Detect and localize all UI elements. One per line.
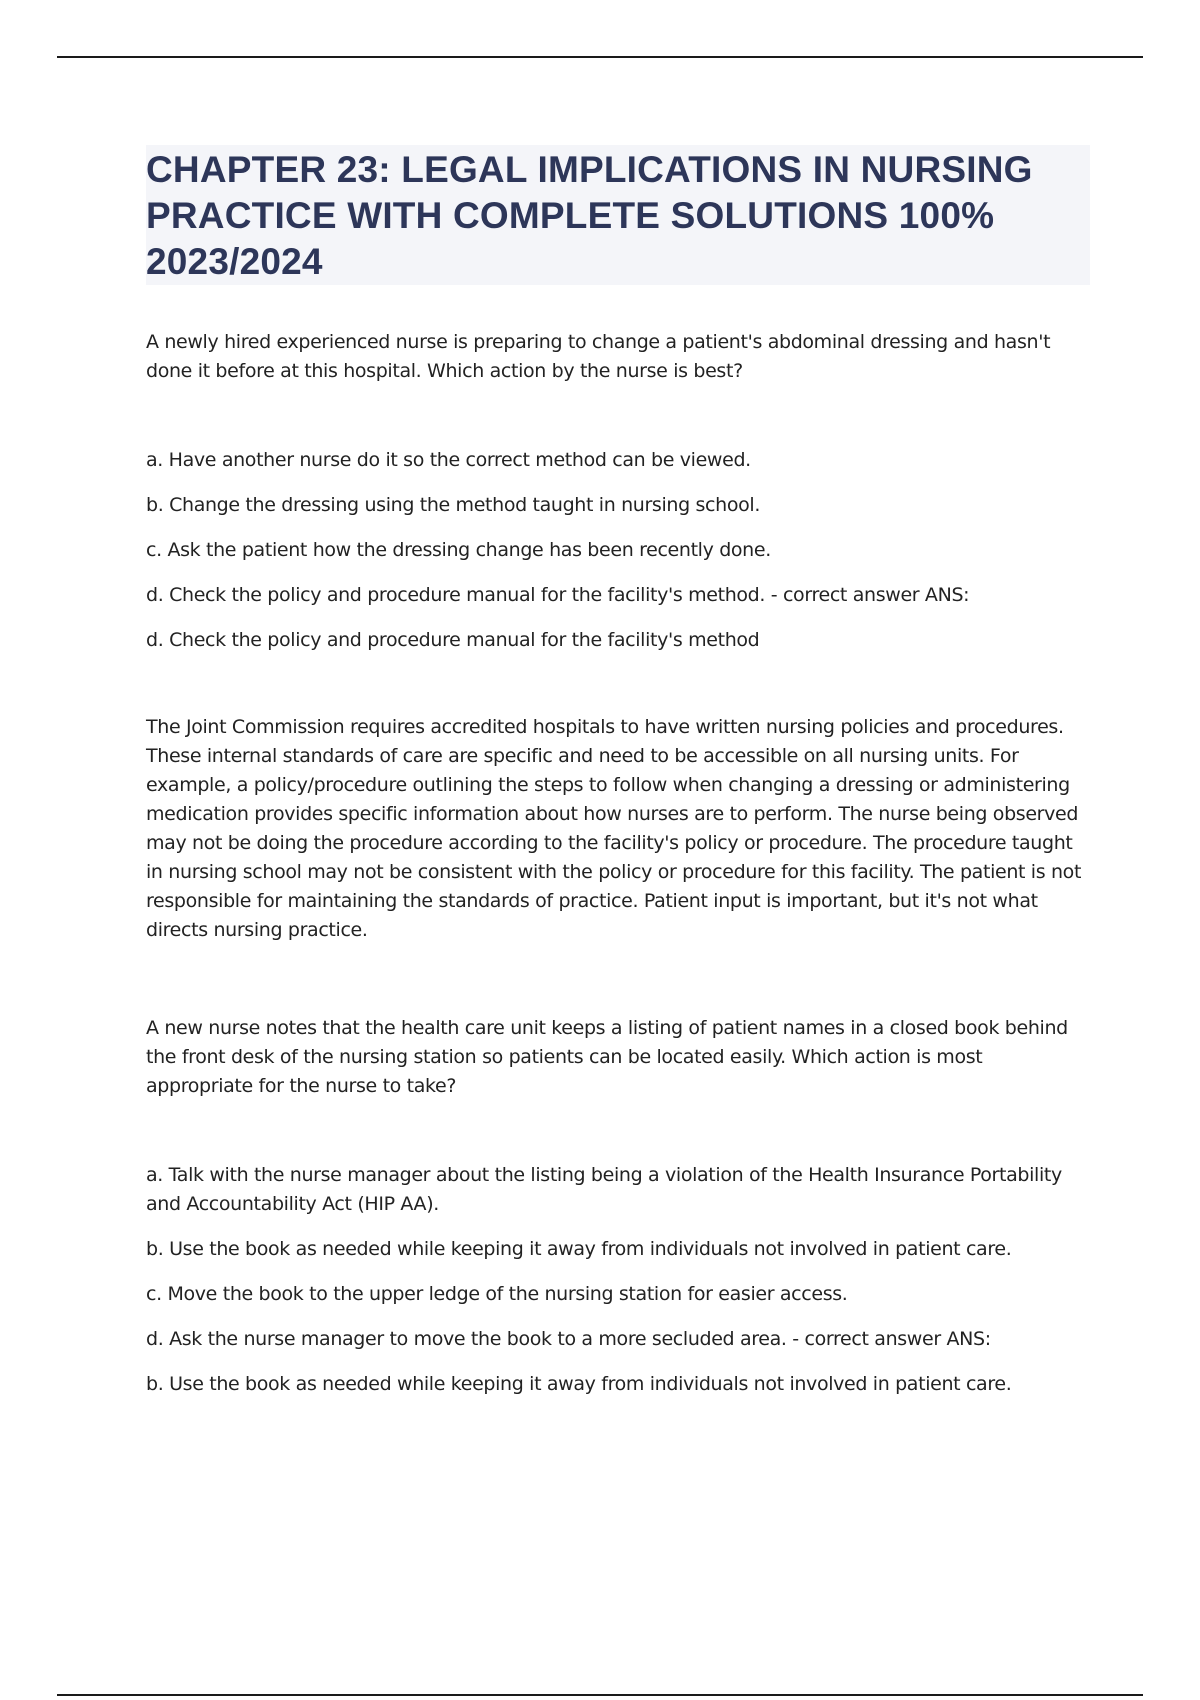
- document-body: [146, 145, 1090, 1415]
- question-1-option-b: b. Change the dressing using the method taught in nursing school.: [146, 494, 761, 516]
- title-banner: [146, 145, 1090, 285]
- question-1-stem: A newly hired experienced nurse is preparing to change a patient's abdominal dressing and hasn't done it before at this hospital. Which action by the nurse is best?: [146, 331, 1051, 382]
- question-2-option-d: d. Ask the nurse manager to move the book to a more secluded area. - correct answer ANS:: [146, 1328, 991, 1350]
- question-2-option-c: c. Move the book to the upper ledge of the nursing station for easier access.: [146, 1283, 848, 1305]
- question-2-options: [146, 1161, 1090, 1399]
- question-1-explanation: The Joint Commission requires accredited hospitals to have written nursing policies and procedures. These internal standards of care are specific and need to be accessible on all nursing units. For example, a policy/procedure outlining the steps to follow when changing a dressing or administering medication provides specific information about how nurses are to perform. The nurse being observed may not be doing the procedure according to the facility's policy or procedure. The procedure taught in nursing school may not be consistent with the policy or procedure for this facility. The patient is not responsible for maintaining the standards of practice. Patient input is important, but it's not what directs nursing practice.: [146, 716, 1082, 941]
- top-rule: [57, 56, 1143, 58]
- question-1-option-c: c. Ask the patient how the dressing change has been recently done.: [146, 539, 771, 561]
- question-2-option-a: a. Talk with the nurse manager about the listing being a violation of the Health Insurance Portability and Accountability Act (HIP AA).: [146, 1164, 1062, 1215]
- question-1-option-a: a. Have another nurse do it so the correct method can be viewed.: [146, 449, 751, 471]
- question-2-stem: A new nurse notes that the health care unit keeps a listing of patient names in a closed book behind the front desk of the nursing station so patients can be located easily. Which action is most appropriate for the nurse to take?: [146, 1017, 1068, 1097]
- bottom-rule: [57, 1694, 1143, 1696]
- question-1-options: [146, 446, 1090, 655]
- question-2-option-b: b. Use the book as needed while keeping it away from individuals not involved in patient care.: [146, 1238, 1012, 1260]
- question-1-answer: d. Check the policy and procedure manual for the facility's method: [146, 629, 760, 651]
- question-2-answer: b. Use the book as needed while keeping it away from individuals not involved in patient care.: [146, 1373, 1012, 1395]
- page-title: CHAPTER 23: LEGAL IMPLICATIONS IN NURSING PRACTICE WITH COMPLETE SOLUTIONS 100% 2023/2024: [146, 149, 1033, 282]
- question-1-option-d: d. Check the policy and procedure manual for the facility's method. - correct answer ANS:: [146, 584, 970, 606]
